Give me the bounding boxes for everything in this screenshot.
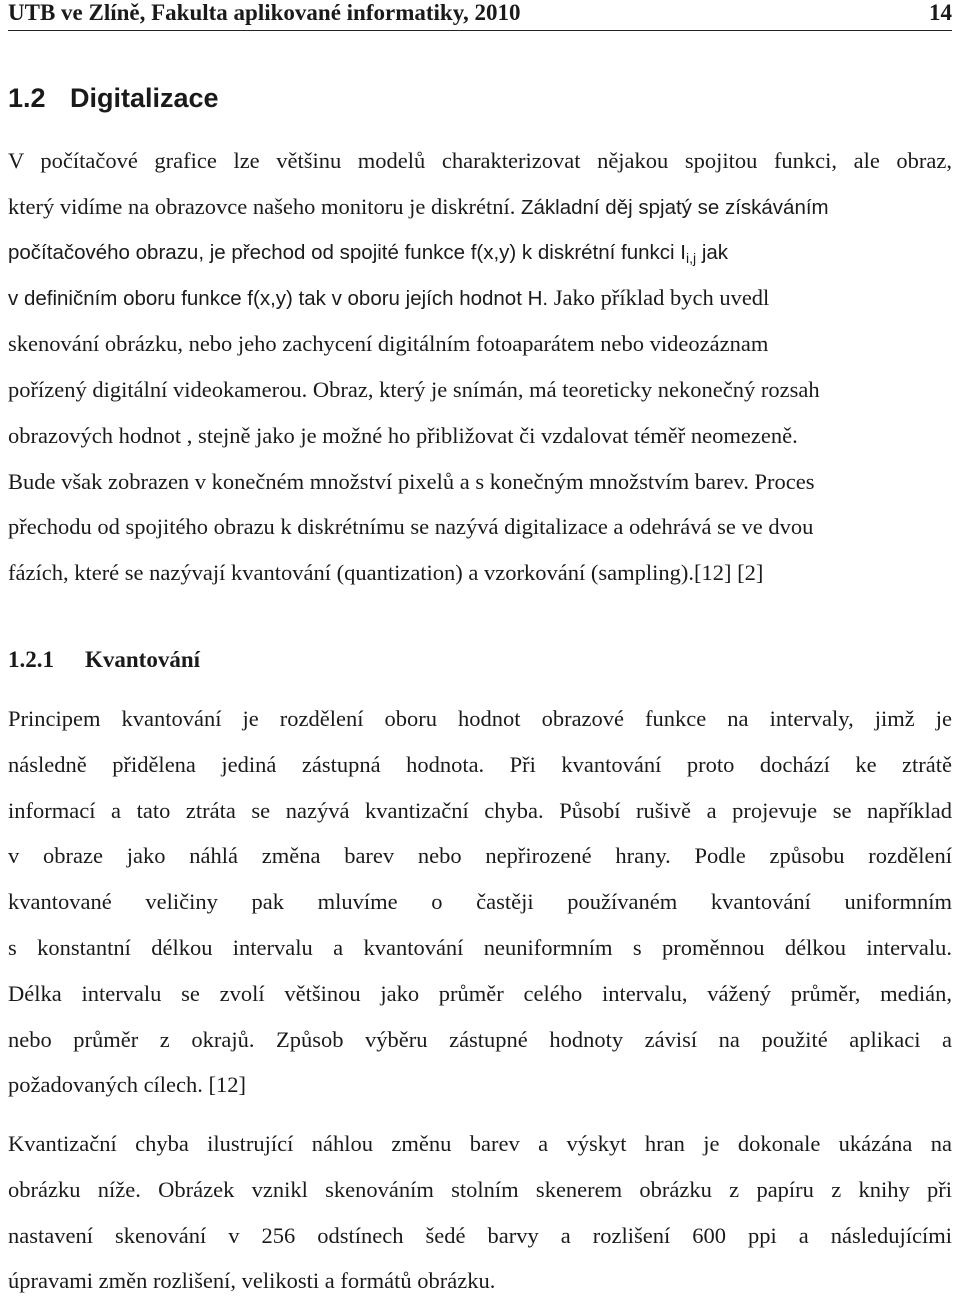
subsection-title: Kvantování: [85, 647, 201, 672]
text-line: následně přidělena jediná zástupná hodnota. Při kvantování proto dochází ke ztrátě: [8, 751, 952, 777]
text-line: Kvantizační chyba ilustrující náhlou změnu barev a výskyt hran je dokonale ukázána na: [8, 1131, 952, 1156]
text-line: fázích, které se nazývají kvantování (quantization) a vzorkování (sampling).[12] [2]: [8, 560, 764, 586]
text-line: [8, 230, 952, 276]
running-header: [8, 0, 952, 31]
text-line: V počítačové grafice lze většinu modelů charakterizovat nějakou spojitou funkci, ale obraz,: [8, 148, 952, 173]
text-line: v obraze jako náhlá změna barev nebo nepřirozené hrany. Podle způsobu rozdělení: [8, 843, 952, 869]
text-span: Jako příklad bych uvedl: [553, 285, 770, 311]
subsection-heading: [8, 645, 200, 675]
text-line: skenování obrázku, nebo jeho zachycení digitálním fotoaparátem nebo videozáznam: [8, 331, 769, 357]
header-title: UTB ve Zlíně, Fakulta aplikované informatiky, 2010: [8, 0, 521, 25]
text-span: v definičním oboru funkce f(x,y) tak v oboru jejích hodnot H.: [8, 287, 549, 311]
text-line: [8, 275, 952, 321]
text-line: kvantované veličiny pak mluvíme o častěji používaném kvantování uniformním: [8, 889, 952, 915]
paragraph-digitalizace: [8, 138, 952, 596]
text-line: obrázku níže. Obrázek vznikl skenováním stolním skenerem obrázku z papíru z knihy při: [8, 1176, 952, 1202]
text-line: nastavení skenování v 256 odstínech šedé barvy a rozlišení 600 ppi a následujícími: [8, 1222, 952, 1248]
section-title: Digitalizace: [70, 83, 219, 113]
text-line: úpravami změn rozlišení, velikosti a formátů obrázku.: [8, 1268, 496, 1294]
paragraph-kvantovani: [8, 696, 952, 1108]
section-heading: [8, 80, 219, 116]
text-line: obrazových hodnot , stejně jako je možné ho přibližovat či vzdalovat téměř neomezeně.: [8, 422, 798, 448]
text-span: jak: [696, 240, 729, 264]
text-line: pořízený digitální videokamerou. Obraz, který je snímán, má teoreticky nekonečný rozsah: [8, 376, 820, 402]
text-line: přechodu od spojitého obrazu k diskrétnímu se nazývá digitalizace a odehrává se ve dvou: [8, 514, 814, 540]
text-line: [8, 184, 952, 230]
text-line: Principem kvantování je rozdělení oboru hodnot obrazové funkce na intervaly, jimž je: [8, 706, 952, 731]
text-line: požadovaných cílech. [12]: [8, 1072, 247, 1098]
subscript: i,j: [686, 249, 697, 266]
text-line: nebo průměr z okrajů. Způsob výběru zástupné hodnoty závisí na použité aplikaci a: [8, 1026, 952, 1052]
text-line: Bude však zobrazen v konečném množství pixelů a s konečným množstvím barev. Proces: [8, 468, 815, 494]
section-number: 1.2: [8, 83, 46, 113]
paragraph-kvantizacni-chyba: [8, 1121, 952, 1304]
text-line: Délka intervalu se zvolí většinou jako průměr celého intervalu, vážený průměr, medián,: [8, 980, 952, 1006]
subsection-number: 1.2.1: [8, 647, 54, 672]
text-line: informací a tato ztráta se nazývá kvantizační chyba. Působí rušivě a projevuje se například: [8, 797, 952, 823]
page-number: 14: [929, 0, 952, 25]
text-span: počítačového obrazu, je přechod od spojité funkce f(x,y) k diskrétní funkci I: [8, 240, 686, 264]
text-span: Základní děj spjatý se získáváním: [520, 195, 829, 219]
text-span: který vidíme na obrazovce našeho monitoru je diskrétní.: [8, 193, 516, 219]
text-line: s konstantní délkou intervalu a kvantování neuniformním s proměnnou délkou intervalu.: [8, 934, 952, 960]
